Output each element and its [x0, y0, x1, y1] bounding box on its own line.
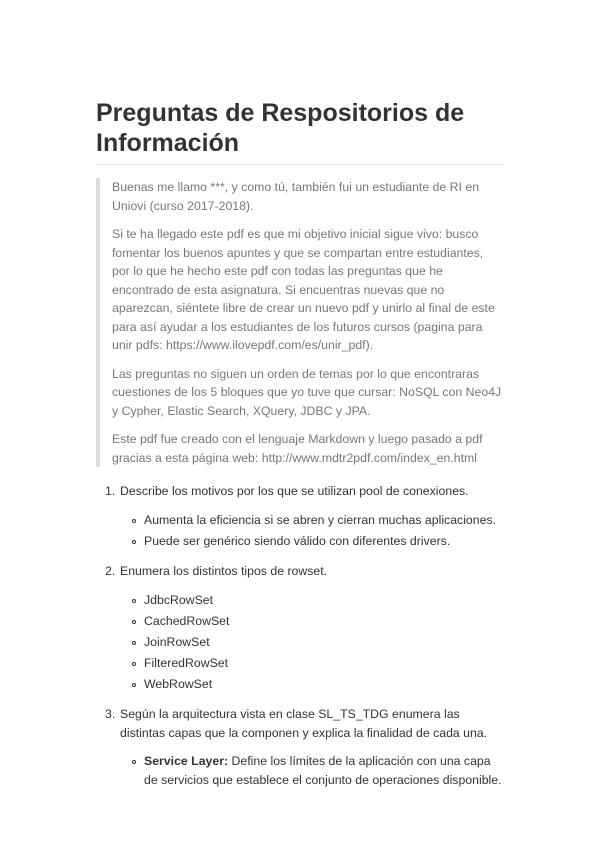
question-text: Describe los motivos por los que se utilizan pool de conexiones.: [120, 484, 469, 498]
bullet-icon: [132, 662, 136, 666]
answer-item: [120, 654, 504, 673]
intro-paragraph: Buenas me llamo ***, y como tú, también fui un estudiante de RI en Uniovi (curso 2017-2018).: [112, 180, 480, 213]
bullet-icon: [132, 760, 136, 764]
answer-item: [120, 752, 504, 789]
intro-paragraph: Si te ha llegado este pdf es que mi objetivo inicial sigue vivo: busco fomentar los buenos apuntes y que se compartan entre estudiantes, por lo que he hecho este pdf con todas las preguntas que he encontrado de esta asignatura. Si encuentras nuevas que no aparezcan, siéntete libre de crear un nuevo pdf y unirlo al final de este para así ayudar a los estudiantes de los futuros cursos (pagina para unir pdfs: https://www.ilovepdf.com/es/unir_pdf).: [112, 227, 495, 352]
answer-text: FilteredRowSet: [144, 655, 229, 670]
bullet-icon: [132, 641, 136, 645]
answer-item: [120, 633, 504, 652]
bullet-icon: [132, 620, 136, 624]
answer-item: [120, 532, 504, 551]
answer-term: Service Layer:: [144, 754, 229, 768]
answer-text: Aumenta la eficiencia si se abren y cierran muchas aplicaciones.: [144, 512, 497, 527]
intro-blockquote: [96, 178, 504, 467]
intro-paragraph: Las preguntas no siguen un orden de temas por lo que encontraras cuestiones de los 5 bloques que yo tuve que cursar: NoSQL con Neo4J y Cypher, Elastic Search, XQuery, JDBC y JPA.: [112, 366, 502, 418]
answer-text: WebRowSet: [144, 676, 213, 691]
answer-text: JdbcRowSet: [144, 592, 214, 607]
question-list: [96, 482, 504, 801]
answer-item: [120, 511, 504, 530]
answer-list: [120, 591, 504, 694]
answer-text: JoinRowSet: [144, 634, 210, 649]
question-item: [96, 705, 504, 789]
answer-item: [120, 612, 504, 631]
question-number: 2.: [105, 564, 116, 578]
answer-text: Define los límites de la aplicación con una capa de servicios que establece el conjunto de operaciones disponible.: [144, 754, 502, 787]
question-item: [96, 562, 504, 693]
question-item: [96, 482, 504, 550]
question-number: 1.: [105, 484, 116, 498]
answer-list: [120, 752, 504, 789]
question-text: Enumera los distintos tipos de rowset.: [120, 564, 328, 578]
bullet-icon: [132, 683, 136, 687]
answer-text: Puede ser genérico siendo válido con diferentes drivers.: [144, 533, 451, 548]
document-title: Preguntas de Respositorios de Información: [96, 99, 465, 157]
bullet-icon: [132, 540, 136, 544]
answer-item: [120, 675, 504, 694]
answer-item: [120, 591, 504, 610]
answer-list: [120, 511, 504, 551]
question-number: 3.: [105, 707, 116, 721]
title-divider: [96, 164, 504, 165]
answer-text: CachedRowSet: [144, 613, 230, 628]
bullet-icon: [132, 519, 136, 523]
intro-paragraph: Este pdf fue creado con el lenguaje Markdown y luego pasado a pdf gracias a esta página web: http://www.mdtr2pdf.com/index_en.html: [112, 432, 483, 465]
bullet-icon: [132, 599, 136, 603]
question-text: Según la arquitectura vista en clase SL_TS_TDG enumera las distintas capas que la componen y explica la finalidad de cada una.: [120, 707, 488, 740]
